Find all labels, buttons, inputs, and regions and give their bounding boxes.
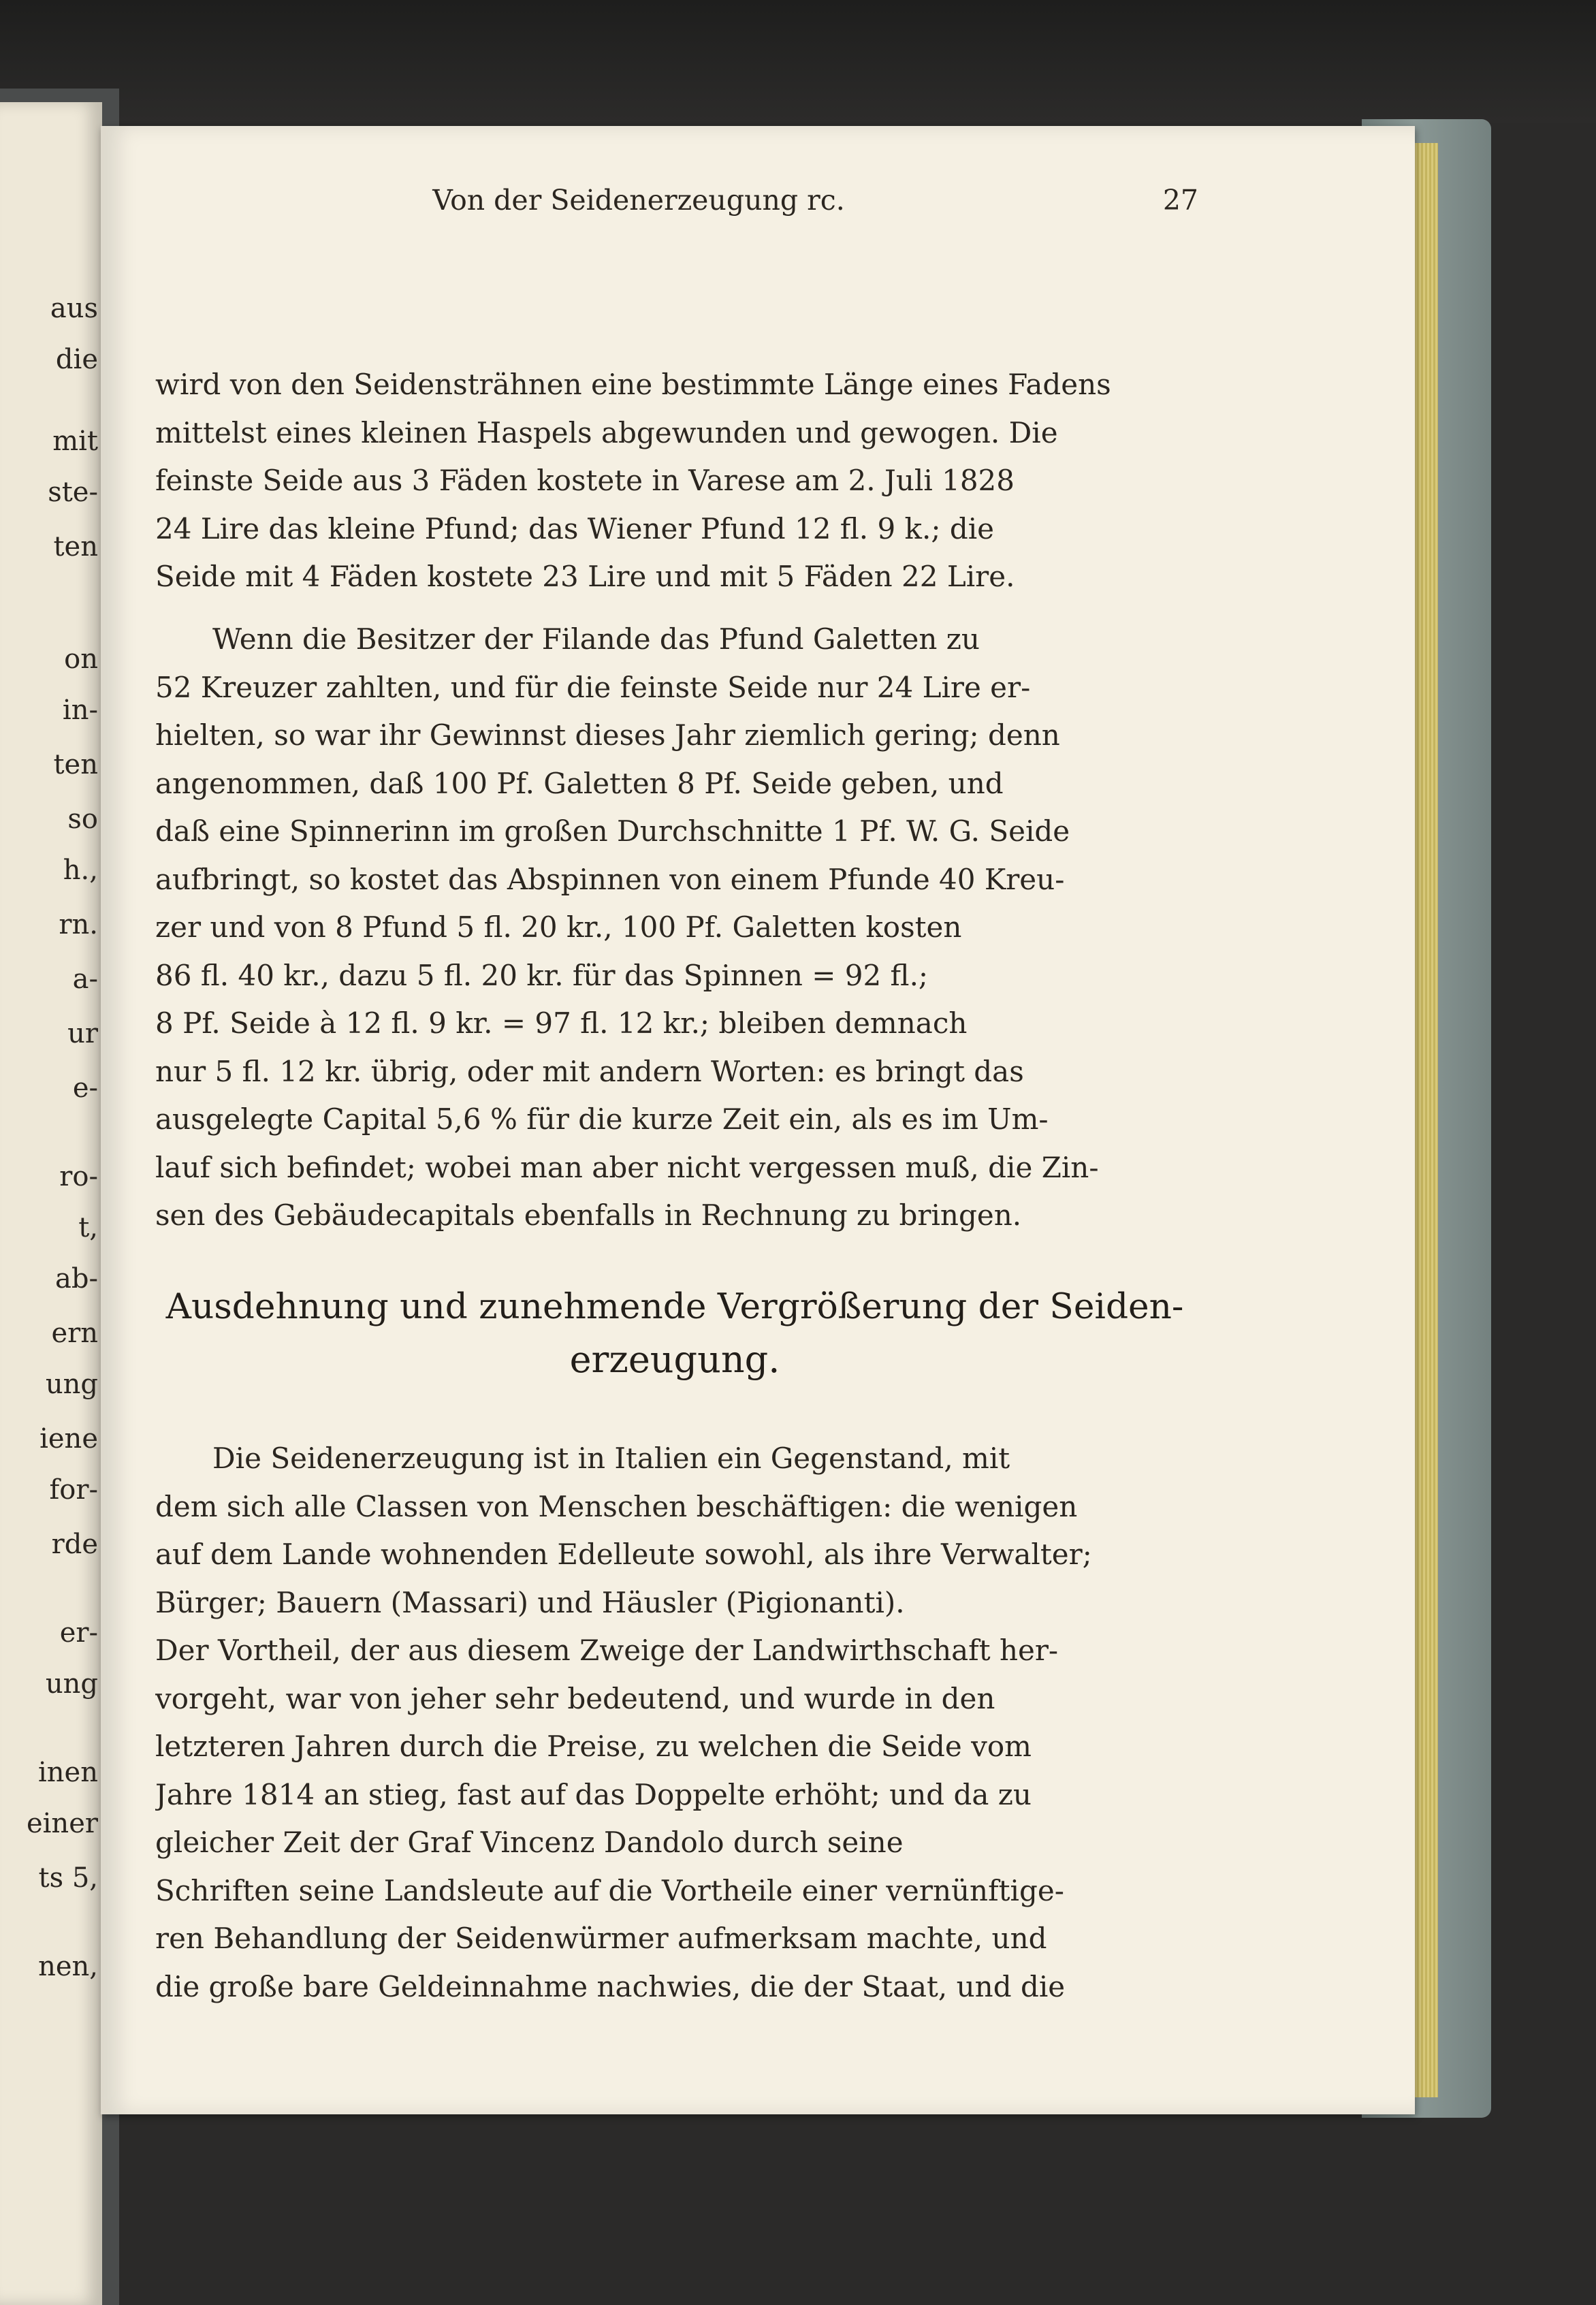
text-line: letzteren Jahren durch die Preise, zu welchen die Seide vom (155, 1730, 1032, 1763)
left-page-fragment: ern (51, 1318, 98, 1349)
left-page-fragment: ung (45, 1668, 98, 1700)
text-line: feinste Seide aus 3 Fäden kostete in Varese am 2. Juli 1828 (155, 464, 1015, 497)
left-page-fragment: ab- (55, 1263, 98, 1294)
left-page-edge (0, 102, 102, 2305)
text-line: sen des Gebäudecapitals ebenfalls in Rechnung zu bringen. (155, 1198, 1022, 1232)
paragraph-2 (155, 616, 1194, 1240)
heading-line: Ausdehnung und zunehmende Vergrößerung der Seiden- (165, 1286, 1184, 1327)
left-page-fragment: on (64, 643, 98, 675)
text-line: Jahre 1814 an stieg, fast auf das Doppelte erhöht; und da zu (155, 1777, 1032, 1811)
text-line: ausgelegte Capital 5,6 % für die kurze Zeit ein, als es im Um- (155, 1102, 1049, 1136)
left-page-fragment: iene (39, 1423, 98, 1454)
text-line: auf dem Lande wohnenden Edelleute sowohl, als ihre Verwalter; (155, 1538, 1092, 1571)
text-line: 24 Lire das kleine Pfund; das Wiener Pfund 12 fl. 9 k.; die (155, 511, 995, 545)
running-head: Von der Seidenerzeugung rc. (432, 184, 845, 217)
text-line: vorgeht, war von jeher sehr bedeutend, und wurde in den (155, 1681, 995, 1715)
text-line: dem sich alle Classen von Menschen beschäftigen: die wenigen (155, 1489, 1078, 1523)
text-line: zer und von 8 Pfund 5 fl. 20 kr., 100 Pf. Galetten kosten (155, 910, 962, 944)
left-page-fragment: die (55, 344, 98, 375)
left-page-fragment: ten (53, 749, 98, 780)
left-page-fragment: h., (63, 855, 98, 886)
left-page-fragment: er- (59, 1617, 98, 1649)
left-page-fragment: for- (49, 1474, 98, 1506)
left-page-fragment: aus (50, 293, 98, 324)
left-page-fragment: ste- (48, 477, 98, 508)
text-line: gleicher Zeit der Graf Vincenz Dandolo durch seine (155, 1826, 904, 1859)
page-number: 27 (1162, 184, 1198, 217)
text-line: daß eine Spinnerinn im großen Durchschnitte 1 Pf. W. G. Seide (155, 814, 1070, 848)
left-page-fragment: so (67, 804, 98, 835)
text-line: nur 5 fl. 12 kr. übrig, oder mit andern Worten: es bringt das (155, 1054, 1024, 1088)
left-page-fragment: ung (45, 1369, 98, 1400)
text-line: mittelst eines kleinen Haspels abgewunden und gewogen. Die (155, 415, 1058, 449)
text-line: aufbringt, so kostet das Abspinnen von einem Pfunde 40 Kreu- (155, 862, 1065, 896)
text-line: Die Seidenerzeugung ist in Italien ein Gegenstand, mit (212, 1442, 1010, 1475)
left-page-fragment: in- (62, 695, 98, 726)
left-page-fragment: t, (78, 1212, 98, 1243)
text-line: Wenn die Besitzer der Filande das Pfund Galetten zu (212, 622, 980, 656)
text-line: Schriften seine Landsleute auf die Vortheile einer vernünftige- (155, 1873, 1064, 1907)
left-page-fragment: ur (67, 1018, 98, 1049)
left-page-fragment: einer (26, 1808, 98, 1839)
left-page-fragment: inen (38, 1757, 98, 1788)
text-line: ren Behandlung der Seidenwürmer aufmerksam machte, und (155, 1922, 1047, 1955)
left-page-fragment: a- (72, 964, 98, 995)
text-line: 86 fl. 40 kr., dazu 5 fl. 20 kr. für das Spinnen = 92 fl.; (155, 958, 929, 992)
text-line: Seide mit 4 Fäden kostete 23 Lire und mit 5 Fäden 22 Lire. (155, 560, 1015, 593)
left-page-fragment: nen, (38, 1951, 98, 1982)
section-heading (155, 1280, 1194, 1386)
left-page-fragment: e- (72, 1072, 98, 1104)
text-line: 52 Kreuzer zahlten, und für die feinste Seide nur 24 Lire er- (155, 670, 1031, 704)
text-line: wird von den Seidensträhnen eine bestimmte Länge eines Fadens (155, 368, 1111, 401)
left-page-fragment: ten (53, 531, 98, 562)
left-page-fragment: ts 5, (38, 1862, 98, 1894)
left-page-fragment: rn. (59, 909, 98, 940)
left-page-fragment: rde (51, 1529, 98, 1560)
gilt-page-edge (1411, 143, 1438, 2097)
text-line: 8 Pf. Seide à 12 fl. 9 kr. = 97 fl. 12 kr.; bleiben demnach (155, 1006, 968, 1040)
text-line: hielten, so war ihr Gewinnst dieses Jahr ziemlich gering; denn (155, 718, 1060, 752)
text-line: lauf sich befindet; wobei man aber nicht vergessen muß, die Zin- (155, 1150, 1099, 1184)
text-line: die große bare Geldeinnahme nachwies, die der Staat, und die (155, 1969, 1066, 2003)
text-line: Der Vortheil, der aus diesem Zweige der Landwirthschaft her- (155, 1634, 1059, 1667)
background-cloth (0, 0, 1596, 123)
text-line: angenommen, daß 100 Pf. Galetten 8 Pf. Seide geben, und (155, 766, 1004, 800)
text-line: Bürger; Bauern (Massari) und Häusler (Pigionanti). (155, 1585, 905, 1619)
left-page-fragment: ro- (59, 1161, 98, 1192)
left-page-fragment: mit (52, 426, 98, 457)
paragraph-3 (155, 1435, 1194, 2011)
heading-line: erzeugung. (569, 1338, 780, 1381)
paragraph-1 (155, 361, 1194, 601)
